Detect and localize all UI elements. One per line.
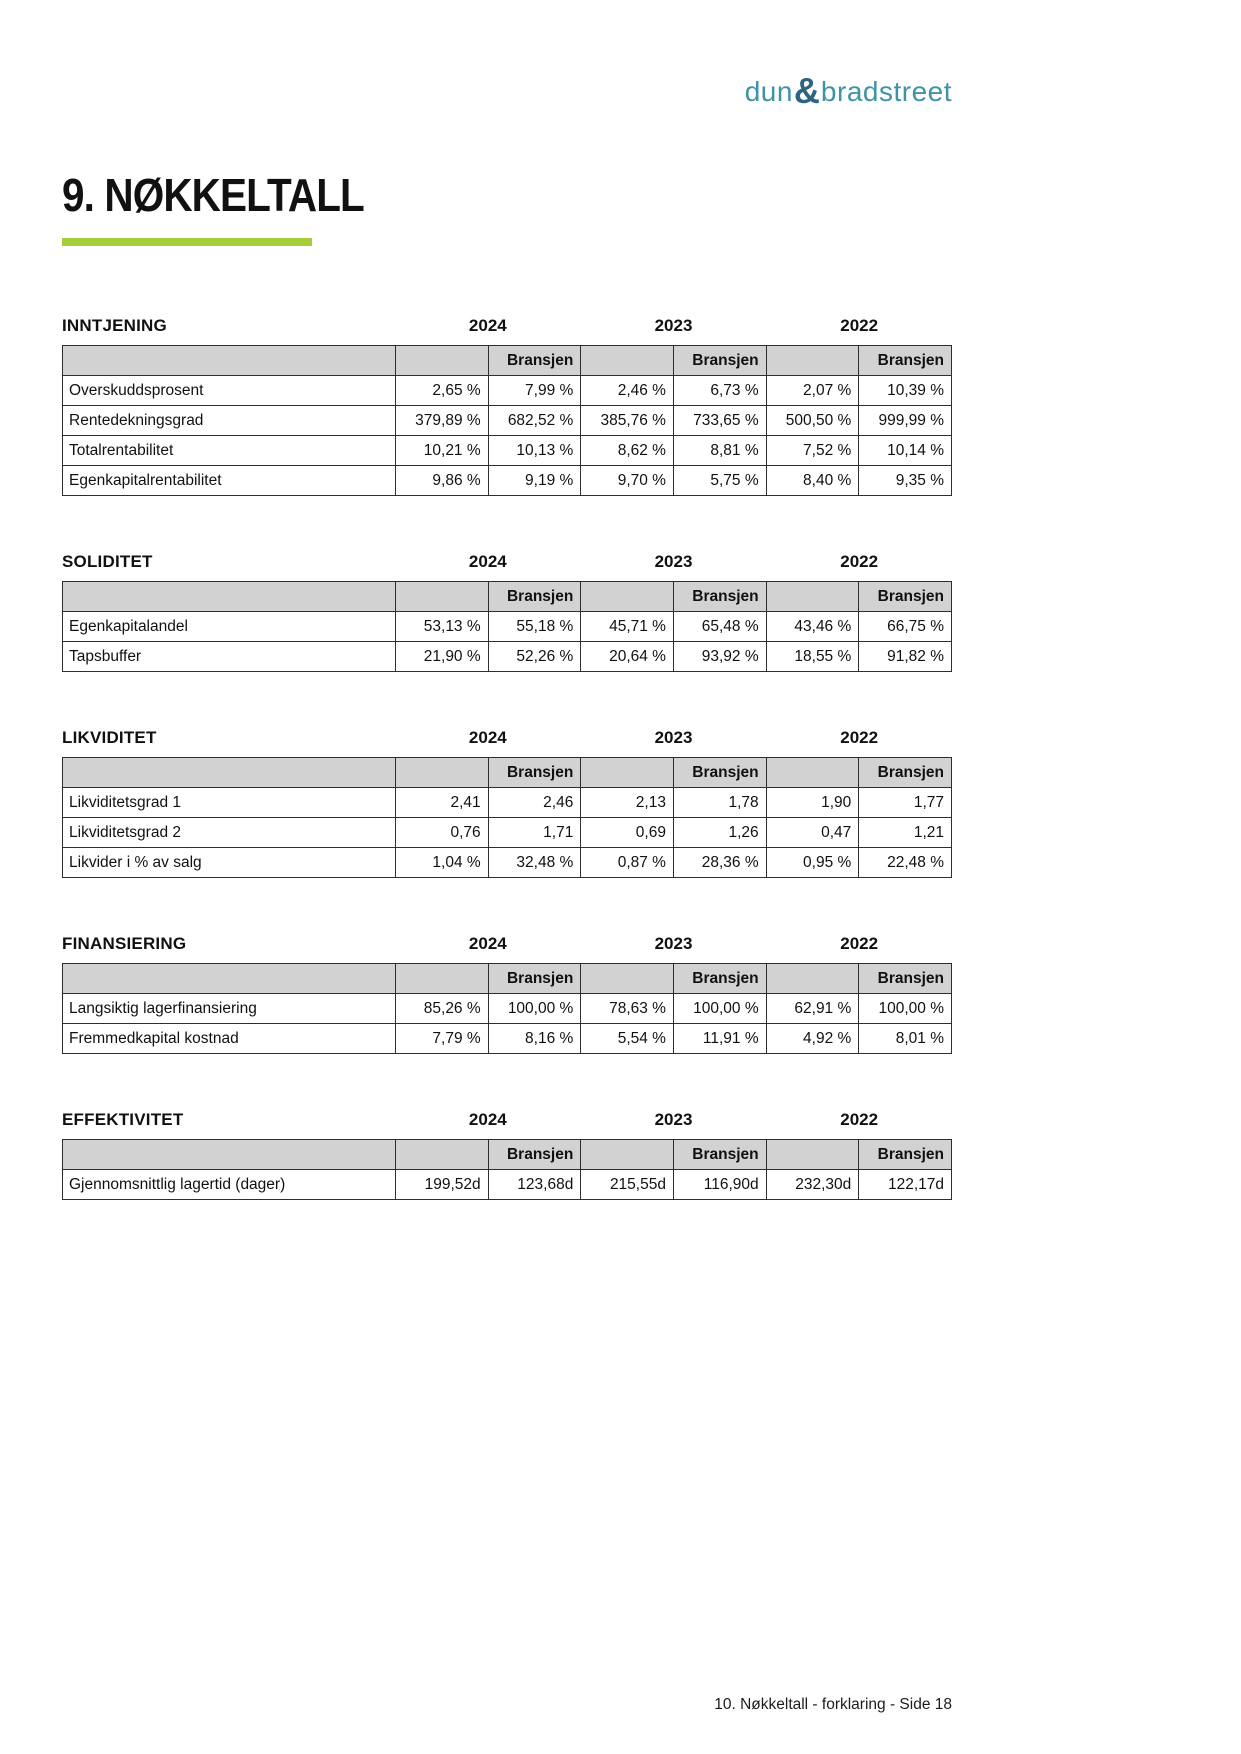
value-cell: 1,26	[673, 818, 766, 848]
value-cell: 66,75 %	[859, 612, 952, 642]
table-block-finansiering	[62, 934, 952, 1054]
value-cell: 32,48 %	[488, 848, 581, 878]
value-cell: 100,00 %	[859, 994, 952, 1024]
value-cell: 5,75 %	[673, 466, 766, 496]
table-row	[63, 406, 952, 436]
value-cell: 85,26 %	[396, 994, 489, 1024]
industry-column-header: Bransjen	[673, 1140, 766, 1170]
value-cell: 2,65 %	[396, 376, 489, 406]
industry-column-header: Bransjen	[673, 346, 766, 376]
industry-column-header: Bransjen	[488, 346, 581, 376]
industry-column-header: Bransjen	[488, 1140, 581, 1170]
industry-column-header: Bransjen	[488, 582, 581, 612]
value-cell: 682,52 %	[488, 406, 581, 436]
year-label: 2022	[840, 316, 879, 335]
table-row	[63, 466, 952, 496]
data-table-soliditet	[62, 581, 952, 672]
data-table-inntjening	[62, 345, 952, 496]
header-spacer-cell	[581, 1140, 674, 1170]
value-cell: 20,64 %	[581, 642, 674, 672]
industry-column-header: Bransjen	[859, 1140, 952, 1170]
section-head-soliditet	[62, 552, 952, 572]
value-cell: 100,00 %	[488, 994, 581, 1024]
year-label: 2023	[654, 316, 693, 335]
title-accent-bar	[62, 238, 312, 246]
value-cell: 7,52 %	[766, 436, 859, 466]
header-spacer-cell	[63, 1140, 396, 1170]
header-spacer-cell	[396, 346, 489, 376]
year-label: 2022	[840, 1110, 879, 1129]
row-label: Likviditetsgrad 1	[63, 788, 396, 818]
header-spacer-cell	[63, 582, 396, 612]
industry-column-header: Bransjen	[673, 582, 766, 612]
value-cell: 1,21	[859, 818, 952, 848]
header-spacer-cell	[766, 964, 859, 994]
table-row	[63, 994, 952, 1024]
value-cell: 999,99 %	[859, 406, 952, 436]
year-label: 2022	[840, 552, 879, 571]
value-cell: 2,41	[396, 788, 489, 818]
logo-word-bradstreet: bradstreet	[820, 76, 952, 107]
value-cell: 1,71	[488, 818, 581, 848]
year-label: 2023	[654, 552, 693, 571]
year-label: 2024	[468, 728, 507, 747]
value-cell: 93,92 %	[673, 642, 766, 672]
section-head-effektivitet	[62, 1110, 952, 1130]
row-label: Fremmedkapital kostnad	[63, 1024, 396, 1054]
section-head-inntjening	[62, 316, 952, 336]
value-cell: 8,81 %	[673, 436, 766, 466]
row-label: Totalrentabilitet	[63, 436, 396, 466]
value-cell: 379,89 %	[396, 406, 489, 436]
industry-column-header: Bransjen	[859, 582, 952, 612]
table-row	[63, 642, 952, 672]
value-cell: 0,87 %	[581, 848, 674, 878]
page-footer: 10. Nøkkeltall - forklaring - Side 18	[714, 1696, 952, 1713]
value-cell: 55,18 %	[488, 612, 581, 642]
row-label: Tapsbuffer	[63, 642, 396, 672]
value-cell: 6,73 %	[673, 376, 766, 406]
header-spacer-cell	[63, 964, 396, 994]
logo-row	[62, 0, 952, 110]
header-spacer-cell	[396, 964, 489, 994]
section-head-likviditet	[62, 728, 952, 748]
header-spacer-cell	[766, 346, 859, 376]
value-cell: 8,40 %	[766, 466, 859, 496]
data-table-effektivitet	[62, 1139, 952, 1200]
value-cell: 733,65 %	[673, 406, 766, 436]
row-label: Egenkapitalandel	[63, 612, 396, 642]
table-row	[63, 788, 952, 818]
section-title: INNTJENING	[62, 316, 167, 335]
value-cell: 0,95 %	[766, 848, 859, 878]
table-row	[63, 1024, 952, 1054]
value-cell: 62,91 %	[766, 994, 859, 1024]
year-label: 2023	[654, 934, 693, 953]
value-cell: 199,52d	[396, 1170, 489, 1200]
industry-column-header: Bransjen	[488, 964, 581, 994]
value-cell: 10,14 %	[859, 436, 952, 466]
value-cell: 53,13 %	[396, 612, 489, 642]
header-spacer-cell	[766, 582, 859, 612]
value-cell: 22,48 %	[859, 848, 952, 878]
value-cell: 116,90d	[673, 1170, 766, 1200]
row-label: Likviditetsgrad 2	[63, 818, 396, 848]
row-label: Gjennomsnittlig lagertid (dager)	[63, 1170, 396, 1200]
value-cell: 10,39 %	[859, 376, 952, 406]
year-label: 2022	[840, 934, 879, 953]
value-cell: 28,36 %	[673, 848, 766, 878]
value-cell: 52,26 %	[488, 642, 581, 672]
value-cell: 10,21 %	[396, 436, 489, 466]
table-block-likviditet	[62, 728, 952, 878]
value-cell: 10,13 %	[488, 436, 581, 466]
table-block-effektivitet	[62, 1110, 952, 1200]
value-cell: 7,99 %	[488, 376, 581, 406]
value-cell: 232,30d	[766, 1170, 859, 1200]
row-label: Likvider i % av salg	[63, 848, 396, 878]
value-cell: 9,19 %	[488, 466, 581, 496]
year-label: 2024	[468, 1110, 507, 1129]
section-title: EFFEKTIVITET	[62, 1110, 184, 1129]
logo-word-dun: dun	[744, 76, 793, 107]
value-cell: 43,46 %	[766, 612, 859, 642]
industry-column-header: Bransjen	[859, 346, 952, 376]
table-row	[63, 818, 952, 848]
table-header-row	[63, 964, 952, 994]
year-label: 2024	[468, 316, 507, 335]
row-label: Langsiktig lagerfinansiering	[63, 994, 396, 1024]
value-cell: 8,62 %	[581, 436, 674, 466]
data-table-finansiering	[62, 963, 952, 1054]
table-header-row	[63, 1140, 952, 1170]
table-header-row	[63, 758, 952, 788]
section-title: LIKVIDITET	[62, 728, 157, 747]
value-cell: 2,13	[581, 788, 674, 818]
header-spacer-cell	[396, 758, 489, 788]
section-title: FINANSIERING	[62, 934, 187, 953]
data-table-likviditet	[62, 757, 952, 878]
header-spacer-cell	[396, 1140, 489, 1170]
header-spacer-cell	[581, 582, 674, 612]
industry-column-header: Bransjen	[859, 758, 952, 788]
row-label: Egenkapitalrentabilitet	[63, 466, 396, 496]
header-spacer-cell	[63, 758, 396, 788]
header-spacer-cell	[581, 964, 674, 994]
value-cell: 1,90	[766, 788, 859, 818]
value-cell: 18,55 %	[766, 642, 859, 672]
table-row	[63, 612, 952, 642]
value-cell: 8,16 %	[488, 1024, 581, 1054]
value-cell: 91,82 %	[859, 642, 952, 672]
year-label: 2024	[468, 934, 507, 953]
header-spacer-cell	[766, 1140, 859, 1170]
value-cell: 65,48 %	[673, 612, 766, 642]
industry-column-header: Bransjen	[859, 964, 952, 994]
value-cell: 2,46 %	[581, 376, 674, 406]
value-cell: 1,78	[673, 788, 766, 818]
industry-column-header: Bransjen	[488, 758, 581, 788]
report-page	[62, 0, 952, 1754]
dun-bradstreet-logo	[744, 70, 952, 111]
value-cell: 45,71 %	[581, 612, 674, 642]
page-title: 9. NØKKELTALL	[62, 169, 364, 221]
table-row	[63, 436, 952, 466]
year-label: 2023	[654, 1110, 693, 1129]
value-cell: 100,00 %	[673, 994, 766, 1024]
header-spacer-cell	[766, 758, 859, 788]
value-cell: 7,79 %	[396, 1024, 489, 1054]
value-cell: 4,92 %	[766, 1024, 859, 1054]
industry-column-header: Bransjen	[673, 964, 766, 994]
value-cell: 2,07 %	[766, 376, 859, 406]
row-label: Overskuddsprosent	[63, 376, 396, 406]
table-header-row	[63, 582, 952, 612]
year-label: 2023	[654, 728, 693, 747]
year-label: 2022	[840, 728, 879, 747]
value-cell: 2,46	[488, 788, 581, 818]
row-label: Rentedekningsgrad	[63, 406, 396, 436]
value-cell: 0,76	[396, 818, 489, 848]
value-cell: 5,54 %	[581, 1024, 674, 1054]
value-cell: 78,63 %	[581, 994, 674, 1024]
ampersand-icon: &	[793, 70, 820, 111]
value-cell: 123,68d	[488, 1170, 581, 1200]
value-cell: 0,69	[581, 818, 674, 848]
value-cell: 8,01 %	[859, 1024, 952, 1054]
table-row	[63, 1170, 952, 1200]
value-cell: 1,77	[859, 788, 952, 818]
value-cell: 0,47	[766, 818, 859, 848]
value-cell: 9,35 %	[859, 466, 952, 496]
header-spacer-cell	[581, 346, 674, 376]
header-spacer-cell	[581, 758, 674, 788]
value-cell: 215,55d	[581, 1170, 674, 1200]
value-cell: 9,70 %	[581, 466, 674, 496]
value-cell: 9,86 %	[396, 466, 489, 496]
table-row	[63, 848, 952, 878]
header-spacer-cell	[396, 582, 489, 612]
section-title: SOLIDITET	[62, 552, 153, 571]
industry-column-header: Bransjen	[673, 758, 766, 788]
header-spacer-cell	[63, 346, 396, 376]
section-head-finansiering	[62, 934, 952, 954]
value-cell: 500,50 %	[766, 406, 859, 436]
value-cell: 122,17d	[859, 1170, 952, 1200]
tables-container	[62, 316, 952, 1200]
table-block-soliditet	[62, 552, 952, 672]
value-cell: 21,90 %	[396, 642, 489, 672]
table-row	[63, 376, 952, 406]
value-cell: 385,76 %	[581, 406, 674, 436]
table-block-inntjening	[62, 316, 952, 496]
value-cell: 1,04 %	[396, 848, 489, 878]
value-cell: 11,91 %	[673, 1024, 766, 1054]
year-label: 2024	[468, 552, 507, 571]
table-header-row	[63, 346, 952, 376]
